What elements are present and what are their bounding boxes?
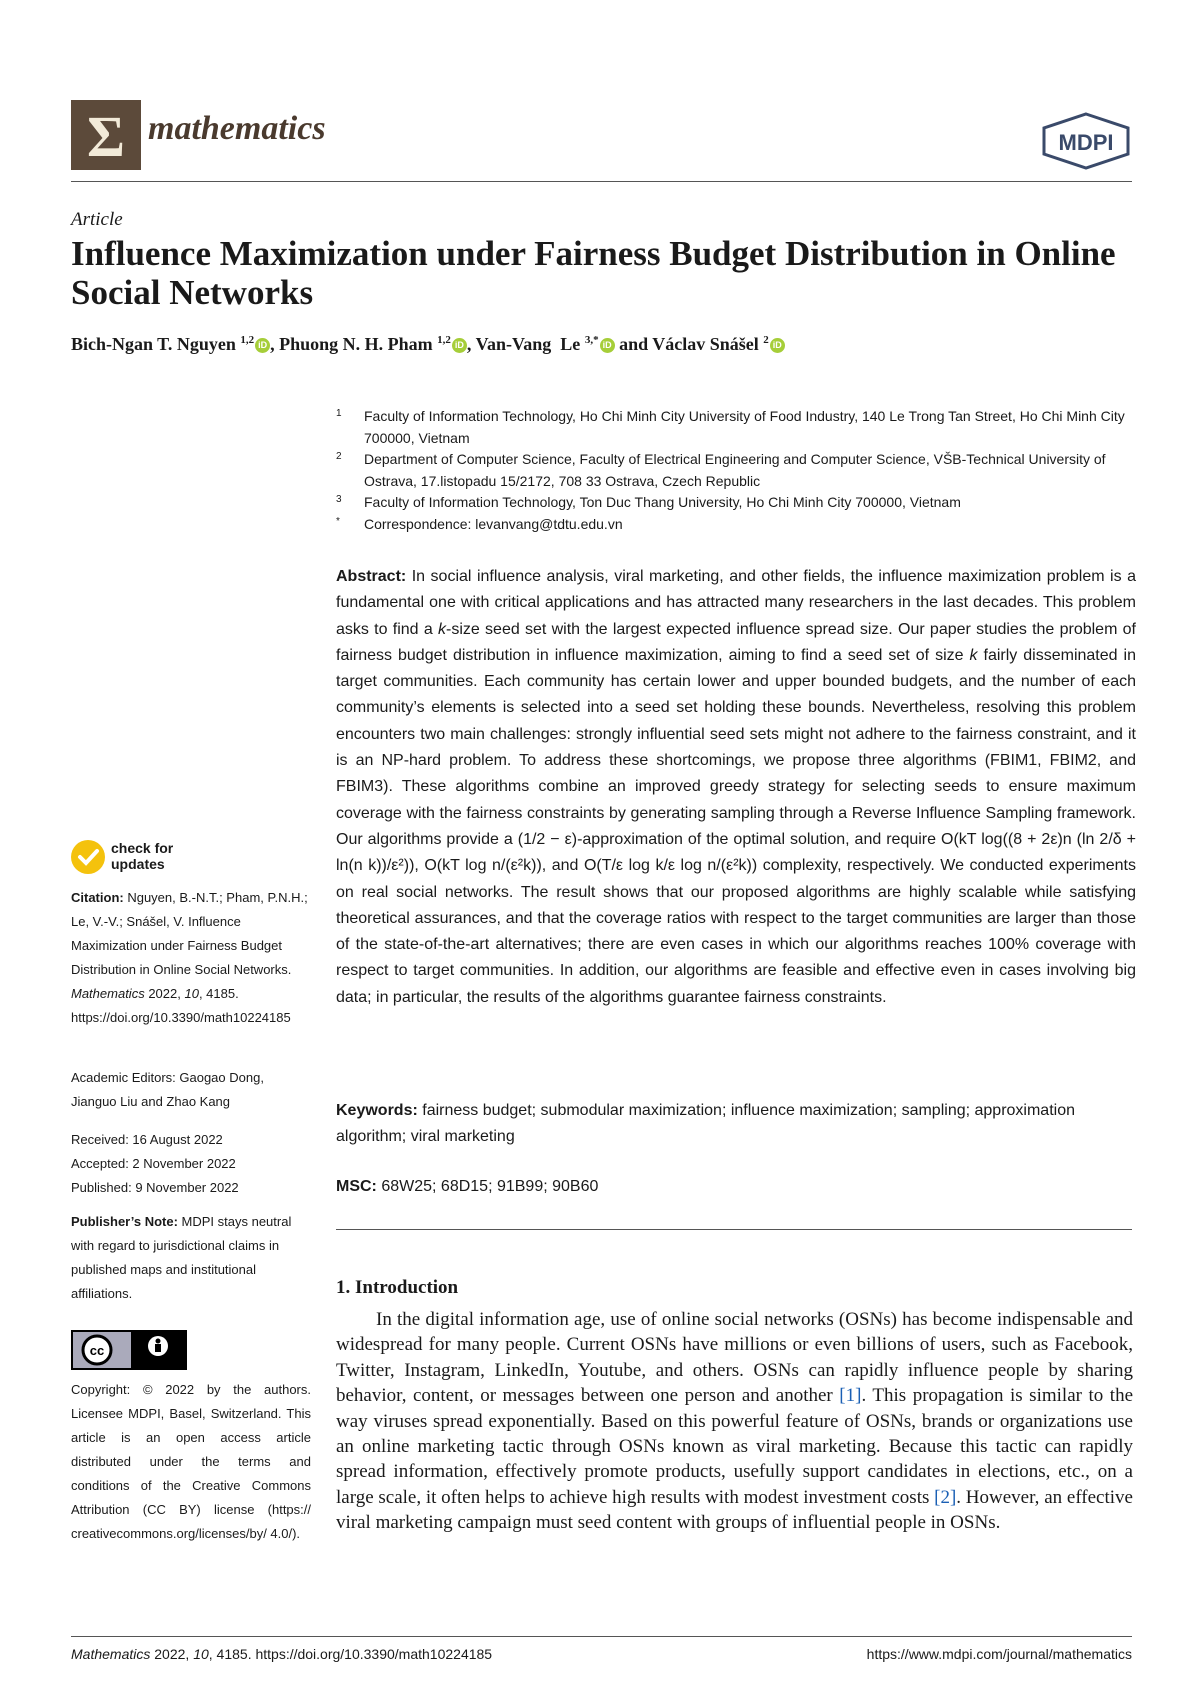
reference-link[interactable]: [1] [839, 1385, 862, 1407]
affiliations [336, 406, 1136, 535]
cc-by-license-icon[interactable] [71, 1330, 187, 1370]
academic-editors: Academic Editors: Gaogao Dong, Jianguo Liu and Zhao Kang [71, 1070, 264, 1109]
affiliation-item: 2 Department of Computer Science, Faculty of Electrical Engineering and Computer Science, VŠB-Technical University of Ostrava, 17.listopadu 15/2172, 708 33 Ostrava, Czech Republic [336, 451, 1106, 489]
author-affiliation: 3,* [584, 334, 599, 346]
author-name: Václav Snášel [652, 334, 759, 354]
mdpi-logo [1040, 112, 1132, 170]
svg-text:cc: cc [89, 1343, 105, 1358]
accepted-date: Accepted: 2 November 2022 [71, 1156, 236, 1171]
section-divider [336, 1229, 1132, 1230]
msc-codes: MSC: 68W25; 68D15; 91B99; 90B60 [336, 1178, 599, 1195]
publisher-note: Publisher’s Note: MDPI stays neutral with regard to jurisdictional claims in published maps and institutional affiliations. [71, 1214, 292, 1301]
author-name: Phuong N. H. Pham [279, 334, 433, 354]
paper-title: Influence Maximization under Fairness Budget Distribution in Online Social Networks [71, 234, 1116, 312]
article-type: Article [71, 209, 123, 230]
keywords: Keywords: fairness budget; submodular maximization; influence maximization; sampling; approximation algorithm; viral marketing [336, 1102, 1075, 1145]
author-affiliation: 1,2 [240, 334, 255, 346]
header-divider [71, 181, 1132, 182]
affiliation-item: 3 Faculty of Information Technology, Ton Duc Thang University, Ho Chi Minh City 700000, Vietnam [336, 494, 961, 510]
footer-divider [71, 1636, 1132, 1637]
sigma-icon [71, 100, 141, 170]
author-name: Van-Vang Le [475, 334, 581, 354]
abstract: Abstract: In social influence analysis, viral marketing, and other fields, the influence maximization problem is a fundamental one with critical applications and has attracted many researchers in the last decades. This problem asks to find a k-size seed set with the largest expected influence spread size. Our paper studies the problem of fairness budget distribution in influence maximization, aiming to find a seed set of size k fairly disseminated in target communities. Each community has certain lower and upper bounded budgets, and the number of each community’s elements is selected into a seed set holding these bounds. Nevertheless, resolving this problem encounters two main challenges: strongly influential seed sets might not adhere to the fairness constraint, and it is an NP-hard problem. To address these shortcomings, we propose three algorithms (FBIM1, FBIM2, and FBIM3). These algorithms combine an improved greedy strategy for selecting seeds to ensure maximum coverage with the fairness constraints by generating sampling through a Reverse Influence Sampling framework. Our algorithms provide a (1/2 − ε)-approximation of the optimal solution, and require O(kT log((8 + 2ε)n (ln 2/δ + ln(n k))/ε²)), O(kT log n/(ε²k)), and O(T/ε log k/ε log n/(ε²k)) complexity, respectively. We conducted experiments on real social networks. The result shows that our proposed algorithms are highly scalable while satisfying theoretical assurances, and that the coverage ratios with respect to the target communities are larger than those of the state-of-the-art alternatives; there are even cases in which our algorithms reaches 100% coverage with respect to target communities. In addition, our algorithms are feasible and effective even in cases involving big data; in particular, the results of the algorithms guarantee fairness constraints. [336, 568, 1137, 1006]
publication-dates [71, 1128, 311, 1200]
author-affiliation: 1,2 [437, 334, 451, 346]
check-for-updates-badge[interactable]: check for updates [71, 838, 201, 878]
journal-logo [71, 100, 141, 170]
affiliation-item: 1 Faculty of Information Technology, Ho Chi Minh City University of Food Industry, 140 Le Trong Tan Street, Ho Chi Minh City 700000, Vietnam [336, 408, 1125, 446]
author-name: Bich-Ngan T. Nguyen [71, 334, 236, 354]
author-list: Bich-Ngan T. Nguyen $^{1,2}$ iD , Phuong N. H. Pham $^{1,2}$ iD , Van-Vang Le $^{3,*}$ iD and Václav Snášel $^2$ iD [71, 334, 785, 355]
copyright-notice: Copyright: © 2022 by the authors. Licensee MDPI, Basel, Switzerland. This article is an open access article distributed under the terms and conditions of the Creative Commons Attribution (CC BY) license (https:// creativecommons.org/licenses/by/ 4.0/). [71, 1382, 311, 1541]
author-affiliation: 2 [763, 334, 769, 346]
published-date: Published: 9 November 2022 [71, 1180, 239, 1195]
abstract-label: Abstract: [336, 568, 407, 585]
reference-link[interactable]: [2] [934, 1486, 957, 1508]
journal-name: mathematics [148, 110, 326, 147]
orcid-icon[interactable]: iD [770, 338, 785, 353]
orcid-icon[interactable]: iD [452, 338, 467, 353]
svg-text:MDPI: MDPI [1058, 130, 1114, 155]
check-icon [71, 840, 105, 874]
correspondence: * Correspondence: levanvang@tdtu.edu.vn [336, 515, 623, 532]
footer-citation: Mathematics 2022, 10, 4185. https://doi.org/10.3390/math10224185 [71, 1646, 493, 1662]
received-date: Received: 16 August 2022 [71, 1132, 223, 1147]
svg-text:Σ: Σ [87, 104, 125, 169]
citation: Citation: Nguyen, B.-N.T.; Pham, P.N.H.; Le, V.-V.; Snášel, V. Influence Maximization under Fairness Budget Distribution in Online Social Networks. Mathematics 2022, 10, 4185. https://doi.org/10.3390/math10224185 [71, 890, 308, 1025]
introduction-paragraph: In the digital information age, use of online social networks (OSNs) has become indispensable and widespread for many people. Current OSNs have millions or even billions of users, such as Facebook, Twitter, Instagram, LinkedIn, Youtube, and others. OSNs can rapidly influence people by sharing behavior, content, or messages between one person and another [1]. This propagation is similar to the way viruses spread exponentially. Based on this powerful feature of OSNs, brands or organizations use an online marketing tactic through OSNs known as viral marketing. Because this tactic can rapidly spread information, effectively promote products, usefully support candidates in elections, etc., on a large scale, it often helps to achieve high results with modest investment costs [2]. However, an effective viral marketing campaign must seed content with groups of influential people in OSNs. [336, 1309, 1134, 1534]
orcid-icon[interactable]: iD [600, 338, 615, 353]
complexity-formula: O(kT log((8 + 2ε)n (ln 2/δ + ln(n k))/ε²)), O(kT log n/(ε²k)), and O(T/ε log k/ε log n/(ε²k)) [336, 830, 1136, 875]
section-heading: 1. Introduction [336, 1277, 459, 1298]
orcid-icon[interactable]: iD [255, 338, 270, 353]
footer-journal-url[interactable]: https://www.mdpi.com/journal/mathematics [866, 1646, 1132, 1662]
